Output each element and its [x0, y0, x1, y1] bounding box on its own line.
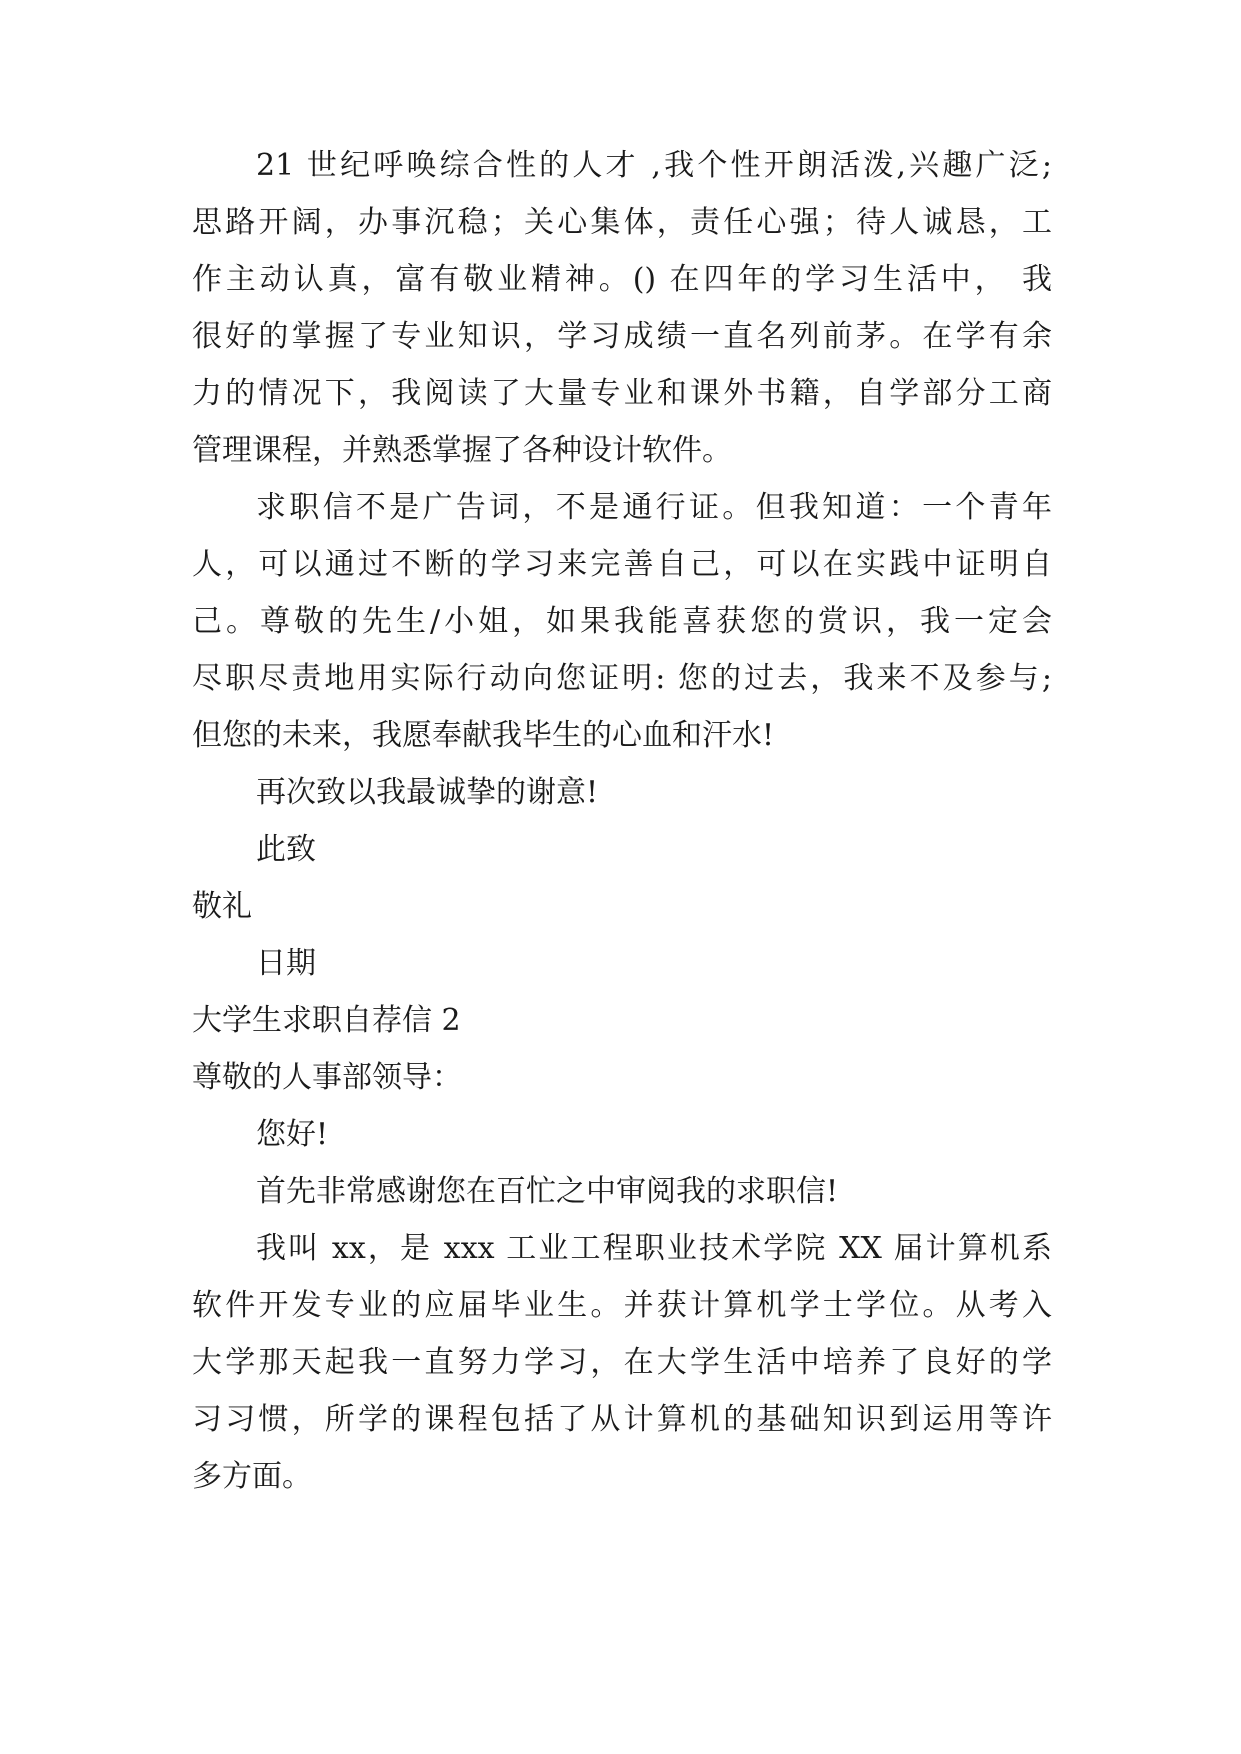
paragraph-4-line-3: 大学那天起我一直努力学习，在大学生活中培养了良好的学 — [192, 1345, 1052, 1380]
paragraph-1-line-6: 管理课程，并熟悉掌握了各种设计软件。 — [192, 433, 732, 468]
paragraph-2-line-2: 人，可以通过不断的学习来完善自己，可以在实践中证明自 — [192, 547, 1052, 582]
paragraph-1-line-2: 思路开阔，办事沉稳；关心集体，责任心强；待人诚恳，工 — [192, 205, 1052, 240]
paragraph-2-line-3: 己。尊敬的先生/小姐，如果我能喜获您的赏识，我一定会 — [192, 604, 1052, 639]
paragraph-2-line-1: 求职信不是广告词，不是通行证。但我知道：一个青年 — [256, 490, 1052, 525]
paragraph-4-line-5: 多方面。 — [192, 1459, 312, 1494]
paragraph-2-line-4: 尽职尽责地用实际行动向您证明: 您的过去，我来不及参与; — [192, 661, 1052, 696]
paragraph-1-line-3: 作主动认真，富有敬业精神。() 在四年的学习生活中， 我 — [192, 262, 1052, 297]
paragraph-1-line-4: 很好的掌握了专业知识，学习成绩一直名列前茅。在学有余 — [192, 319, 1052, 354]
paragraph-1-line-5: 力的情况下，我阅读了大量专业和课外书籍，自学部分工商 — [192, 376, 1052, 411]
paragraph-4-line-4: 习习惯，所学的课程包括了从计算机的基础知识到运用等许 — [192, 1402, 1052, 1437]
paragraph-2-line-5: 但您的未来，我愿奉献我毕生的心血和汗水! — [192, 718, 775, 753]
paragraph-4-line-2: 软件开发专业的应届毕业生。并获计算机学士学位。从考入 — [192, 1288, 1052, 1323]
greeting: 您好! — [256, 1117, 329, 1152]
letter-2-title: 大学生求职自荐信 2 — [192, 1003, 461, 1038]
date-label: 日期 — [256, 946, 316, 981]
salutation: 尊敬的人事部领导： — [192, 1060, 462, 1095]
paragraph-3: 首先非常感谢您在百忙之中审阅我的求职信! — [256, 1174, 839, 1209]
paragraph-1-line-1: 21 世纪呼唤综合性的人才 ,我个性开朗活泼,兴趣广泛; — [256, 148, 1052, 183]
closing-phrase: 此致 — [256, 832, 316, 867]
thanks-line: 再次致以我最诚挚的谢意! — [256, 775, 599, 810]
paragraph-4-line-1: 我叫 xx，是 xxx 工业工程职业技术学院 XX 届计算机系 — [256, 1231, 1052, 1266]
closing-salute: 敬礼 — [192, 889, 252, 924]
